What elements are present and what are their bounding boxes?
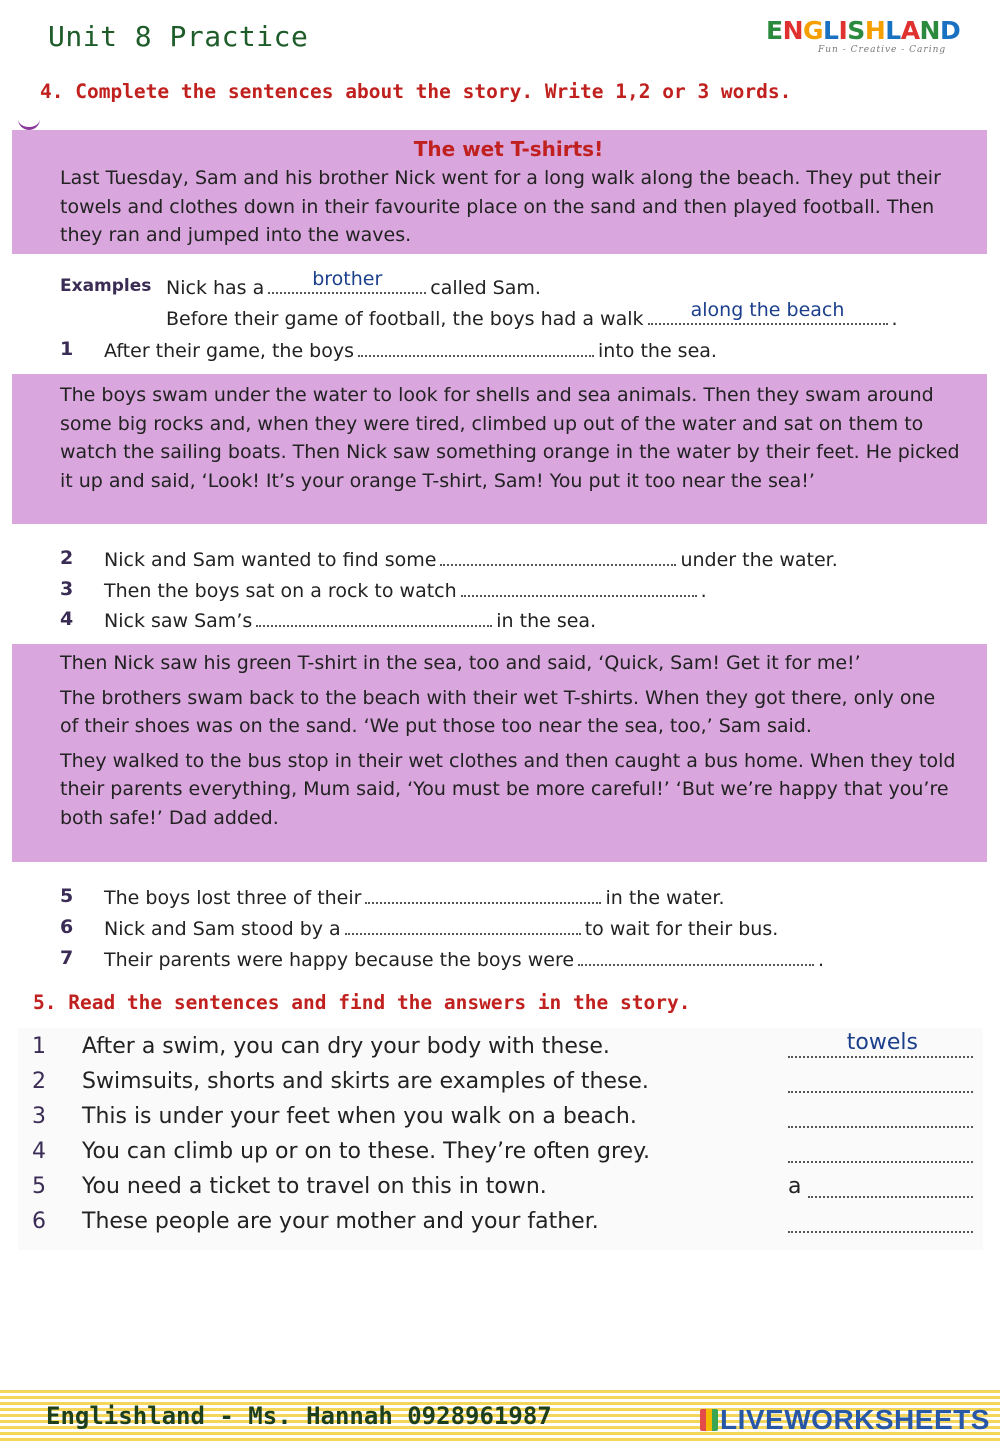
example-1-after: called Sam. [430, 277, 541, 299]
question-1-blank[interactable] [358, 335, 594, 357]
page-title: Unit 8 Practice [48, 20, 309, 53]
question-1-before: After their game, the boys [104, 340, 355, 362]
part5-item [18, 1100, 983, 1134]
answer-dotted-line [808, 1180, 973, 1198]
question-5-number: 5 [60, 885, 74, 907]
part5-item-text: You need a ticket to travel on this in town. [82, 1174, 547, 1199]
part5-answer-field[interactable] [788, 1135, 973, 1165]
story-paragraph-3b: The brothers swam back to the beach with their wet T-shirts. When they got there, only one of their shoes was on the sand. ‘We put those too near the sea, too,’ Sam said. [60, 686, 936, 737]
question-4-number: 4 [60, 608, 74, 630]
part5-instruction: 5. Read the sentences and find the answers in the story. [33, 991, 691, 1014]
logo-letter: N [782, 16, 804, 45]
part5-item-text: This is under your feet when you walk on a beach. [82, 1104, 637, 1129]
question-3 [104, 575, 707, 603]
story-title: The wet T-shirts! [413, 137, 604, 161]
question-4-blank[interactable] [256, 605, 492, 627]
logo-letter: A [900, 16, 920, 45]
part5-item-number: 4 [32, 1139, 46, 1164]
part5-answer-field[interactable] [788, 1065, 973, 1095]
englishland-logo [766, 16, 976, 55]
example-2-after: . [891, 308, 898, 330]
part5-item [18, 1135, 983, 1169]
part5-item [18, 1065, 983, 1099]
question-2-after: under the water. [680, 549, 838, 571]
logo-letter: D [939, 16, 961, 45]
part5-answer-field[interactable] [788, 1205, 973, 1235]
part5-list [18, 1028, 983, 1250]
part5-item-text: You can climb up or on to these. They’re often grey. [82, 1139, 650, 1164]
part5-item-number: 2 [32, 1069, 46, 1094]
part5-item-number: 3 [32, 1104, 46, 1129]
part5-item-text: Swimsuits, shorts and skirts are examples of these. [82, 1069, 649, 1094]
question-4-before: Nick saw Sam’s [104, 610, 253, 632]
logo-letter: L [885, 16, 901, 45]
question-7 [104, 944, 824, 972]
logo-letter: H [864, 16, 886, 45]
logo-letter: S [847, 16, 865, 45]
question-3-before: Then the boys sat on a rock to watch [104, 580, 457, 602]
question-5-blank[interactable] [365, 882, 601, 904]
question-6-number: 6 [60, 916, 74, 938]
part5-item-text: These people are your mother and your father. [82, 1209, 599, 1234]
part5-item-number: 5 [32, 1174, 46, 1199]
part5-answer-field[interactable] [788, 1100, 973, 1130]
decorative-mark [18, 118, 40, 130]
part5-answer-field[interactable] [788, 1170, 973, 1200]
question-6-blank[interactable] [345, 913, 581, 935]
question-5-after: in the water. [605, 887, 725, 909]
part5-item [18, 1205, 983, 1239]
question-5-before: The boys lost three of their [104, 887, 362, 909]
part5-item-text: After a swim, you can dry your body with these. [82, 1034, 610, 1059]
answer-dotted-line [788, 1215, 973, 1233]
story-box-3 [12, 644, 987, 862]
answer-dotted-line [788, 1110, 973, 1128]
story-paragraph-3c: They walked to the bus stop in their wet clothes and then caught a bus home. When they told their parents everything, Mum said, ‘You must be more careful!’ ‘But we’re happy that you’re both safe!’ Dad added. [60, 749, 956, 829]
part5-item-number: 1 [32, 1034, 46, 1059]
question-6 [104, 913, 778, 941]
example-1-blank [268, 268, 426, 294]
example-1 [166, 268, 541, 300]
liveworksheets-brand[interactable] [700, 1404, 990, 1436]
question-1-number: 1 [60, 338, 74, 360]
logo-letter: N [919, 16, 940, 45]
example-2 [166, 299, 898, 331]
question-7-number: 7 [60, 947, 74, 969]
liveworksheets-label: LIVEWORKSHEETS [720, 1404, 990, 1435]
example-2-blank [648, 299, 888, 325]
question-4 [104, 605, 596, 633]
logo-letter: E [766, 16, 783, 45]
part5-item-number: 6 [32, 1209, 46, 1234]
question-2-blank[interactable] [440, 544, 676, 566]
question-1-after: into the sea. [598, 340, 717, 362]
question-7-blank[interactable] [578, 944, 814, 966]
question-7-before: Their parents were happy because the boys were [104, 949, 575, 971]
story-paragraph-3a: Then Nick saw his green T-shirt in the sea, too and said, ‘Quick, Sam! Get it for me!’ [60, 652, 861, 674]
examples-label: Examples [60, 276, 152, 296]
liveworksheets-icon [700, 1409, 718, 1431]
question-1 [104, 335, 717, 363]
story-paragraph-1: Last Tuesday, Sam and his brother Nick went for a long walk along the beach. They put their towels and clothes down in their favourite place on the sand and then played football. Then they ran and jumped into the waves. [60, 167, 941, 246]
example-1-answer: brother [312, 268, 383, 290]
question-5 [104, 882, 724, 910]
logo-letter: I [838, 16, 848, 45]
logo-tagline: Fun - Creative - Caring [818, 45, 947, 55]
story-box-2 [12, 374, 987, 524]
question-2-number: 2 [60, 547, 74, 569]
part5-answer: towels [846, 1030, 918, 1055]
question-3-blank[interactable] [461, 575, 697, 597]
question-3-number: 3 [60, 578, 74, 600]
logo-letter: G [803, 16, 824, 45]
logo-wordmark [766, 16, 976, 45]
part5-item [18, 1170, 983, 1204]
answer-dotted-line [788, 1145, 973, 1163]
example-2-before: Before their game of football, the boys had a walk [166, 308, 644, 330]
question-3-after: . [700, 580, 707, 602]
example-2-answer: along the beach [690, 299, 845, 321]
question-7-after: . [818, 949, 825, 971]
question-2 [104, 544, 838, 572]
question-2-before: Nick and Sam wanted to find some [104, 549, 437, 571]
part4-instruction: 4. Complete the sentences about the story. Write 1,2 or 3 words. [40, 80, 792, 103]
question-6-after: to wait for their bus. [584, 918, 779, 940]
example-1-before: Nick has a [166, 277, 265, 299]
question-6-before: Nick and Sam stood by a [104, 918, 341, 940]
part5-answer-prefix: a [788, 1174, 802, 1199]
logo-letter: L [823, 16, 839, 45]
story-box-1 [12, 130, 987, 254]
story-paragraph-2: The boys swam under the water to look for shells and sea animals. Then they swam around some big rocks and, when they were tired, climbed up out of the water and sat on them to watch the sailing boats. Then Nick saw something orange in the water by their feet. He picked it up and said, ‘Look! It’s your orange T-shirt, Sam! You put it too near the sea!’ [60, 384, 960, 492]
part5-answer-field[interactable] [788, 1030, 973, 1060]
answer-dotted-line [788, 1075, 973, 1093]
footer-contact: Englishland - Ms. Hannah 0928961987 [46, 1402, 552, 1430]
part5-item [18, 1030, 983, 1064]
question-4-after: in the sea. [496, 610, 597, 632]
